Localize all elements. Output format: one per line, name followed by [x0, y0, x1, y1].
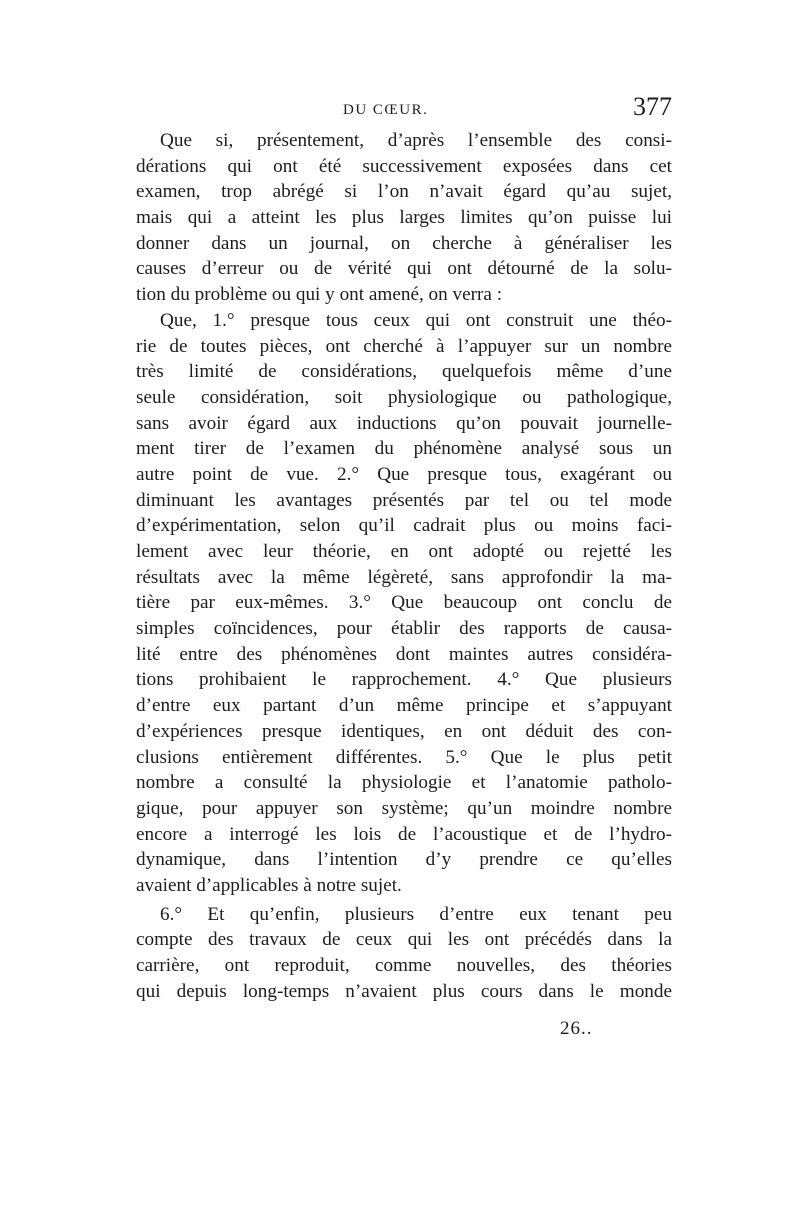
text-line: lité entre des phénomènes dont maintes autres considéra-	[136, 643, 672, 665]
signature-mark: 26..	[560, 1018, 593, 1039]
paragraph-3	[136, 902, 672, 1005]
text-line: seule considération, soit physiologique ou pathologique,	[136, 386, 672, 408]
text-line: compte des travaux de ceux qui les ont précédés dans la	[136, 929, 672, 951]
text-line: sans avoir égard aux inductions qu’on pouvait journelle-	[136, 412, 672, 434]
text-line: d’entre eux partant d’un même principe et s’appuyant	[136, 695, 672, 717]
text-line: tière par eux-mêmes. 3.° Que beaucoup ont conclu de	[136, 592, 672, 614]
running-head: DU CŒUR.	[343, 102, 429, 118]
text-line: qui depuis long-temps n’avaient plus cours dans le monde	[136, 980, 672, 1002]
text-line: résultats avec la même légèreté, sans approfondir la ma-	[136, 566, 672, 588]
text-line: d’expériences presque identiques, en ont déduit des con-	[136, 720, 672, 742]
page-number: 377	[633, 92, 672, 121]
text-line: tion du problème ou qui y ont amené, on verra :	[136, 284, 503, 306]
text-line: avaient d’applicables à notre sujet.	[136, 874, 402, 896]
text-line: autre point de vue. 2.° Que presque tous, exagérant ou	[136, 463, 672, 485]
paragraph-2	[136, 308, 672, 899]
text-line: rie de toutes pièces, ont cherché à l’appuyer sur un nombre	[136, 335, 672, 357]
text-line: causes d’erreur ou de vérité qui ont détourné de la solu-	[136, 258, 672, 280]
text-line: carrière, ont reproduit, comme nouvelles, des théories	[136, 955, 672, 976]
text-line: dynamique, dans l’intention d’y prendre ce qu’elles	[136, 849, 672, 871]
text-line: clusions entièrement différentes. 5.° Que le plus petit	[136, 746, 672, 768]
text-line: mais qui a atteint les plus larges limites qu’on puisse lui	[136, 207, 672, 229]
text-line: donner dans un journal, on cherche à généraliser les	[136, 232, 672, 254]
text-line: tions prohibaient le rapprochement. 4.° Que plusieurs	[136, 669, 672, 691]
text-line: 6.° Et qu’enfin, plusieurs d’entre eux tenant peu	[160, 903, 672, 925]
paragraph-1	[136, 128, 672, 308]
body-text	[136, 128, 672, 1004]
text-line: encore a interrogé les lois de l’acoustique et de l’hydro-	[136, 823, 672, 845]
text-line: nombre a consulté la physiologie et l’anatomie patholo-	[136, 772, 672, 794]
text-line: Que si, présentement, d’après l’ensemble des consi-	[160, 130, 672, 151]
text-line: gique, pour appuyer son système; qu’un moindre nombre	[136, 797, 672, 819]
text-line: lement avec leur théorie, en ont adopté ou rejetté les	[136, 541, 672, 562]
text-line: Que, 1.° presque tous ceux qui ont construit une théo-	[160, 309, 672, 331]
text-line: examen, trop abrégé si l’on n’avait égard qu’au sujet,	[136, 181, 672, 203]
text-line: très limité de considérations, quelquefois même d’une	[136, 361, 672, 383]
page-header	[136, 92, 672, 122]
text-line: d’expérimentation, selon qu’il cadrait plus ou moins faci-	[136, 515, 672, 537]
text-line: simples coïncidences, pour établir des rapports de causa-	[136, 618, 672, 640]
text-line: ment tirer de l’examen du phénomène analysé sous un	[136, 438, 672, 460]
text-line: diminuant les avantages présentés par tel ou tel mode	[136, 489, 672, 511]
text-line: dérations qui ont été successivement exposées dans cet	[136, 155, 672, 177]
